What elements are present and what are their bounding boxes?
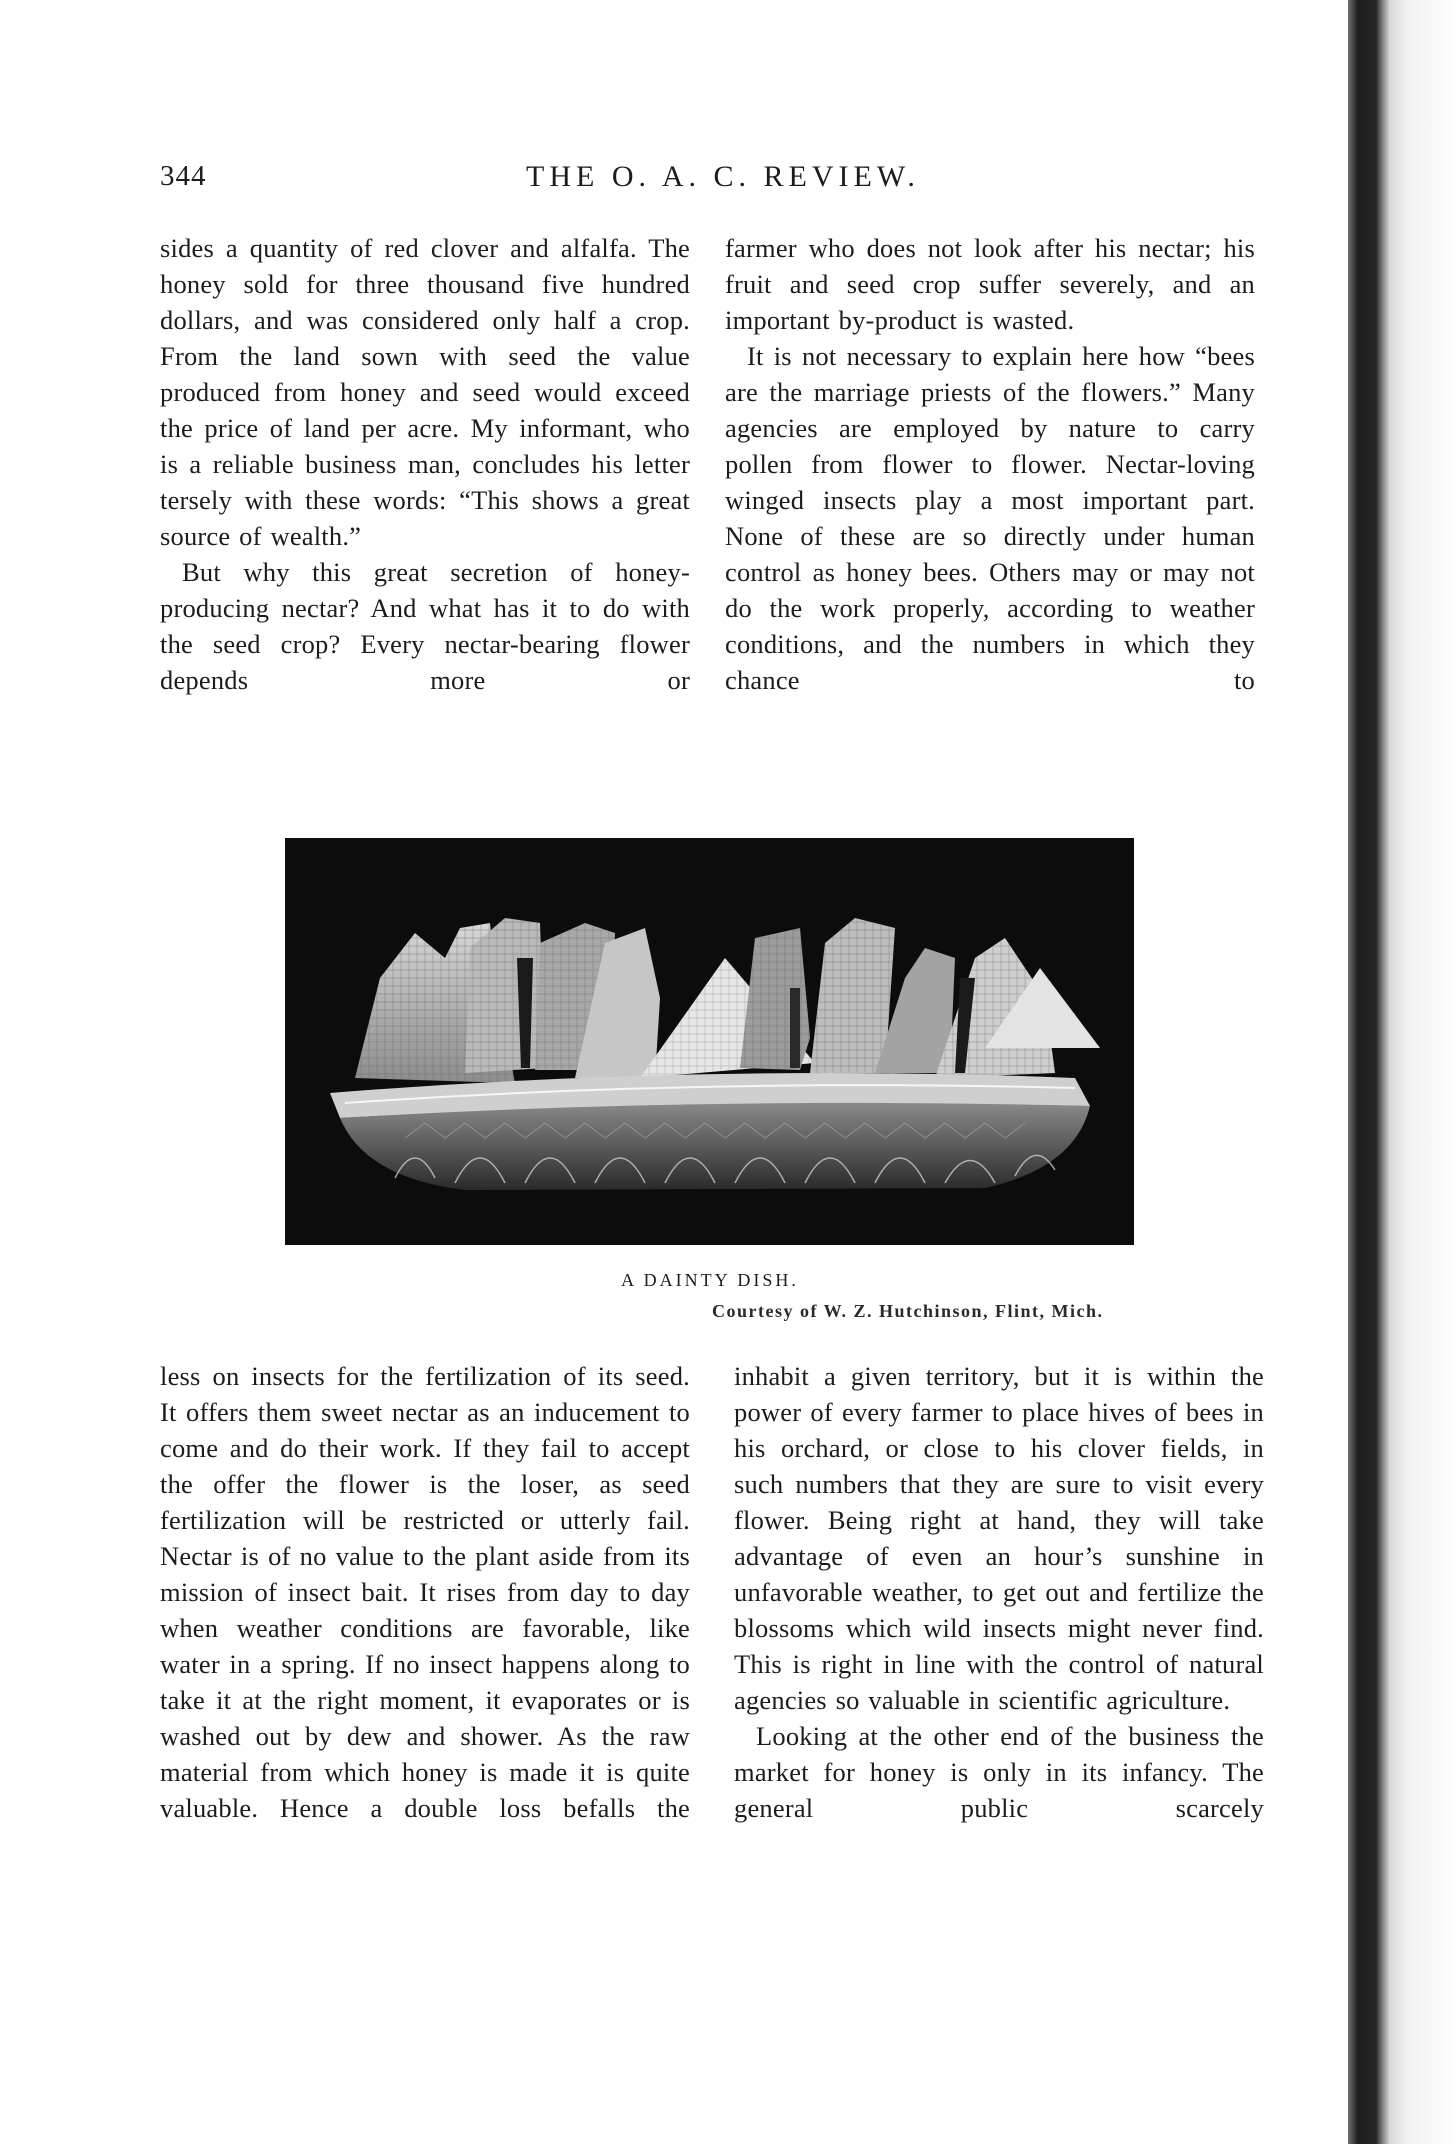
top-right-column — [725, 230, 1255, 698]
paragraph: farmer who does not look after his nectar; his fruit and seed crop suffer severely, and an important by-product is wasted. — [725, 233, 1255, 335]
bottom-left-column — [160, 1358, 690, 1826]
book-binding-shadow — [1348, 0, 1456, 2144]
paragraph: inhabit a given territory, but it is within the power of every farmer to place hives of bees in his orchard, or close to his clover fields, in such numbers that they are sure to visit every flower. Being right at hand, they will take advantage of even an hour’s sunshine in unfavorable weather, to get out and fertilize the blossoms which wild insects might never find. This is right in line with the control of natural agencies so valuable in scientific agriculture. — [734, 1361, 1264, 1715]
figure-credit: Courtesy of W. Z. Hutchinson, Flint, Mich. — [712, 1301, 1104, 1321]
paragraph: It is not necessary to explain here how “bees are the marriage priests of the flowers.” Many agencies are employed by nature to carry pollen from flower to flower. Nectar-loving winged insects play a most important part. None of these are so directly under human control as honey bees. Others may or may not do the work properly, according to weather conditions, and the numbers in which they chance to — [725, 341, 1255, 695]
bottom-right-column — [734, 1358, 1264, 1826]
paragraph: less on insects for the fertilization of its seed. It offers them sweet nectar as an inducement to come and do their work. If they fail to accept the offer the flower is the loser, as seed fertilization will be restricted or utterly fail. Nectar is of no value to the plant aside from its mission of insect bait. It rises from day to day when weather conditions are favorable, like water in a spring. If no insect happens along to take it at the right moment, it evaporates or is washed out by dew and shower. As the raw material from which honey is made it is quite valuable. Hence a double loss befalls the — [160, 1361, 690, 1823]
paragraph: sides a quantity of red clover and alfalfa. The honey sold for three thousand five hundred dollars, and was considered only half a crop. From the land sown with seed the value produced from honey and seed would exceed the price of land per acre. My informant, who is a reliable business man, concludes his letter tersely with these words: “This shows a great source of wealth.” — [160, 233, 690, 551]
page-number: 344 — [160, 160, 207, 192]
paragraph: Looking at the other end of the business the market for honey is only in its infancy. The general public scarcely — [734, 1721, 1264, 1823]
figure-caption: A DAINTY DISH. — [621, 1270, 799, 1290]
honeycomb-dish-photo — [285, 838, 1134, 1245]
running-title: THE O. A. C. REVIEW. — [526, 160, 920, 193]
paragraph: But why this great secretion of honey-producing nectar? And what has it to do with the seed crop? Every nectar-bearing flower depends more or — [160, 557, 690, 695]
top-left-column — [160, 230, 690, 698]
honeycomb-dish-illustration — [285, 838, 1134, 1245]
